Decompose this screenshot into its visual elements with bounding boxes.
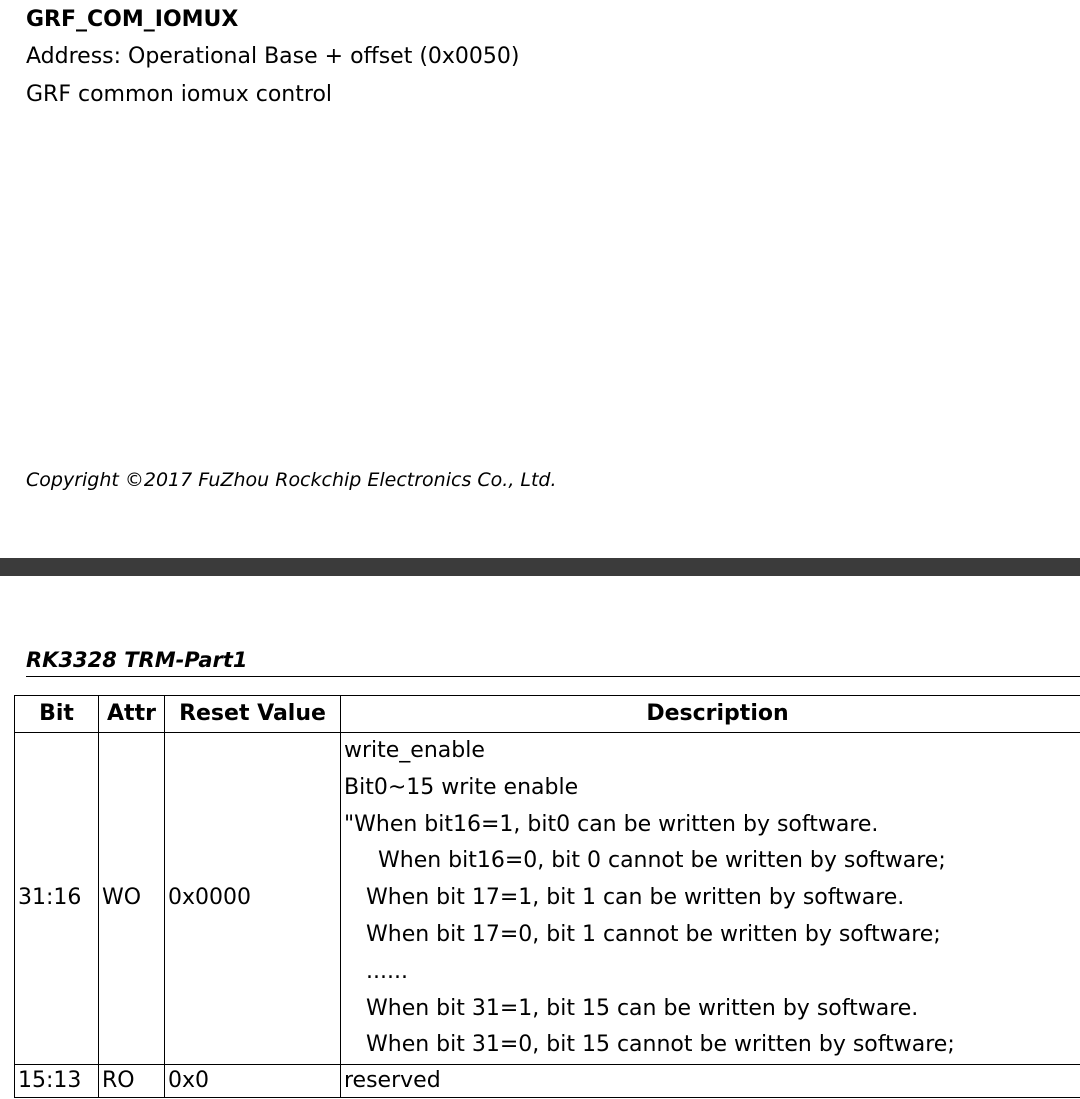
attr-cell: WO <box>99 733 165 1065</box>
table-row <box>15 733 1080 1065</box>
description-cell: reserved <box>341 1065 1080 1098</box>
description-line: When bit 17=0, bit 1 cannot be written by software; <box>366 921 941 947</box>
description-line: When bit 31=1, bit 15 can be written by software. <box>366 995 919 1021</box>
bit-cell: 31:16 <box>15 733 99 1065</box>
document-running-header: RK3328 TRM-Part1 <box>26 648 248 672</box>
column-header-reset-value: Reset Value <box>165 696 341 733</box>
description-line: When bit 17=1, bit 1 can be written by software. <box>366 885 905 911</box>
column-header-bit: Bit <box>15 696 99 733</box>
reset-value-cell: 0x0 <box>165 1065 341 1098</box>
header-rule-line <box>26 676 1080 677</box>
attr-cell: RO <box>99 1065 165 1098</box>
register-name: GRF_COM_IOMUX <box>26 7 239 32</box>
reset-value-cell: 0x0000 <box>165 733 341 1065</box>
table-header-row <box>15 696 1080 733</box>
description-line: "When bit16=1, bit0 can be written by software. <box>344 811 879 837</box>
bit-cell: 15:13 <box>15 1065 99 1098</box>
page-break-divider <box>0 558 1080 576</box>
register-address: Address: Operational Base + offset (0x0050) <box>26 44 520 69</box>
table-row <box>15 1065 1080 1098</box>
description-line: write_enable <box>344 738 485 763</box>
description-line: Bit0~15 write enable <box>344 774 579 800</box>
description-cell <box>341 733 1080 1065</box>
page-lower-section <box>0 576 1080 1099</box>
column-header-description: Description <box>341 696 1080 733</box>
description-line: When bit16=0, bit 0 cannot be written by software; <box>378 848 946 874</box>
description-line: When bit 31=0, bit 15 cannot be written by software; <box>366 1032 955 1058</box>
column-header-attr: Attr <box>99 696 165 733</box>
copyright-footer: Copyright ©2017 FuZhou Rockchip Electronics Co., Ltd. <box>26 469 557 491</box>
register-description: GRF common iomux control <box>26 82 333 107</box>
register-bit-table <box>14 695 1080 1098</box>
description-line: ...... <box>366 958 408 984</box>
